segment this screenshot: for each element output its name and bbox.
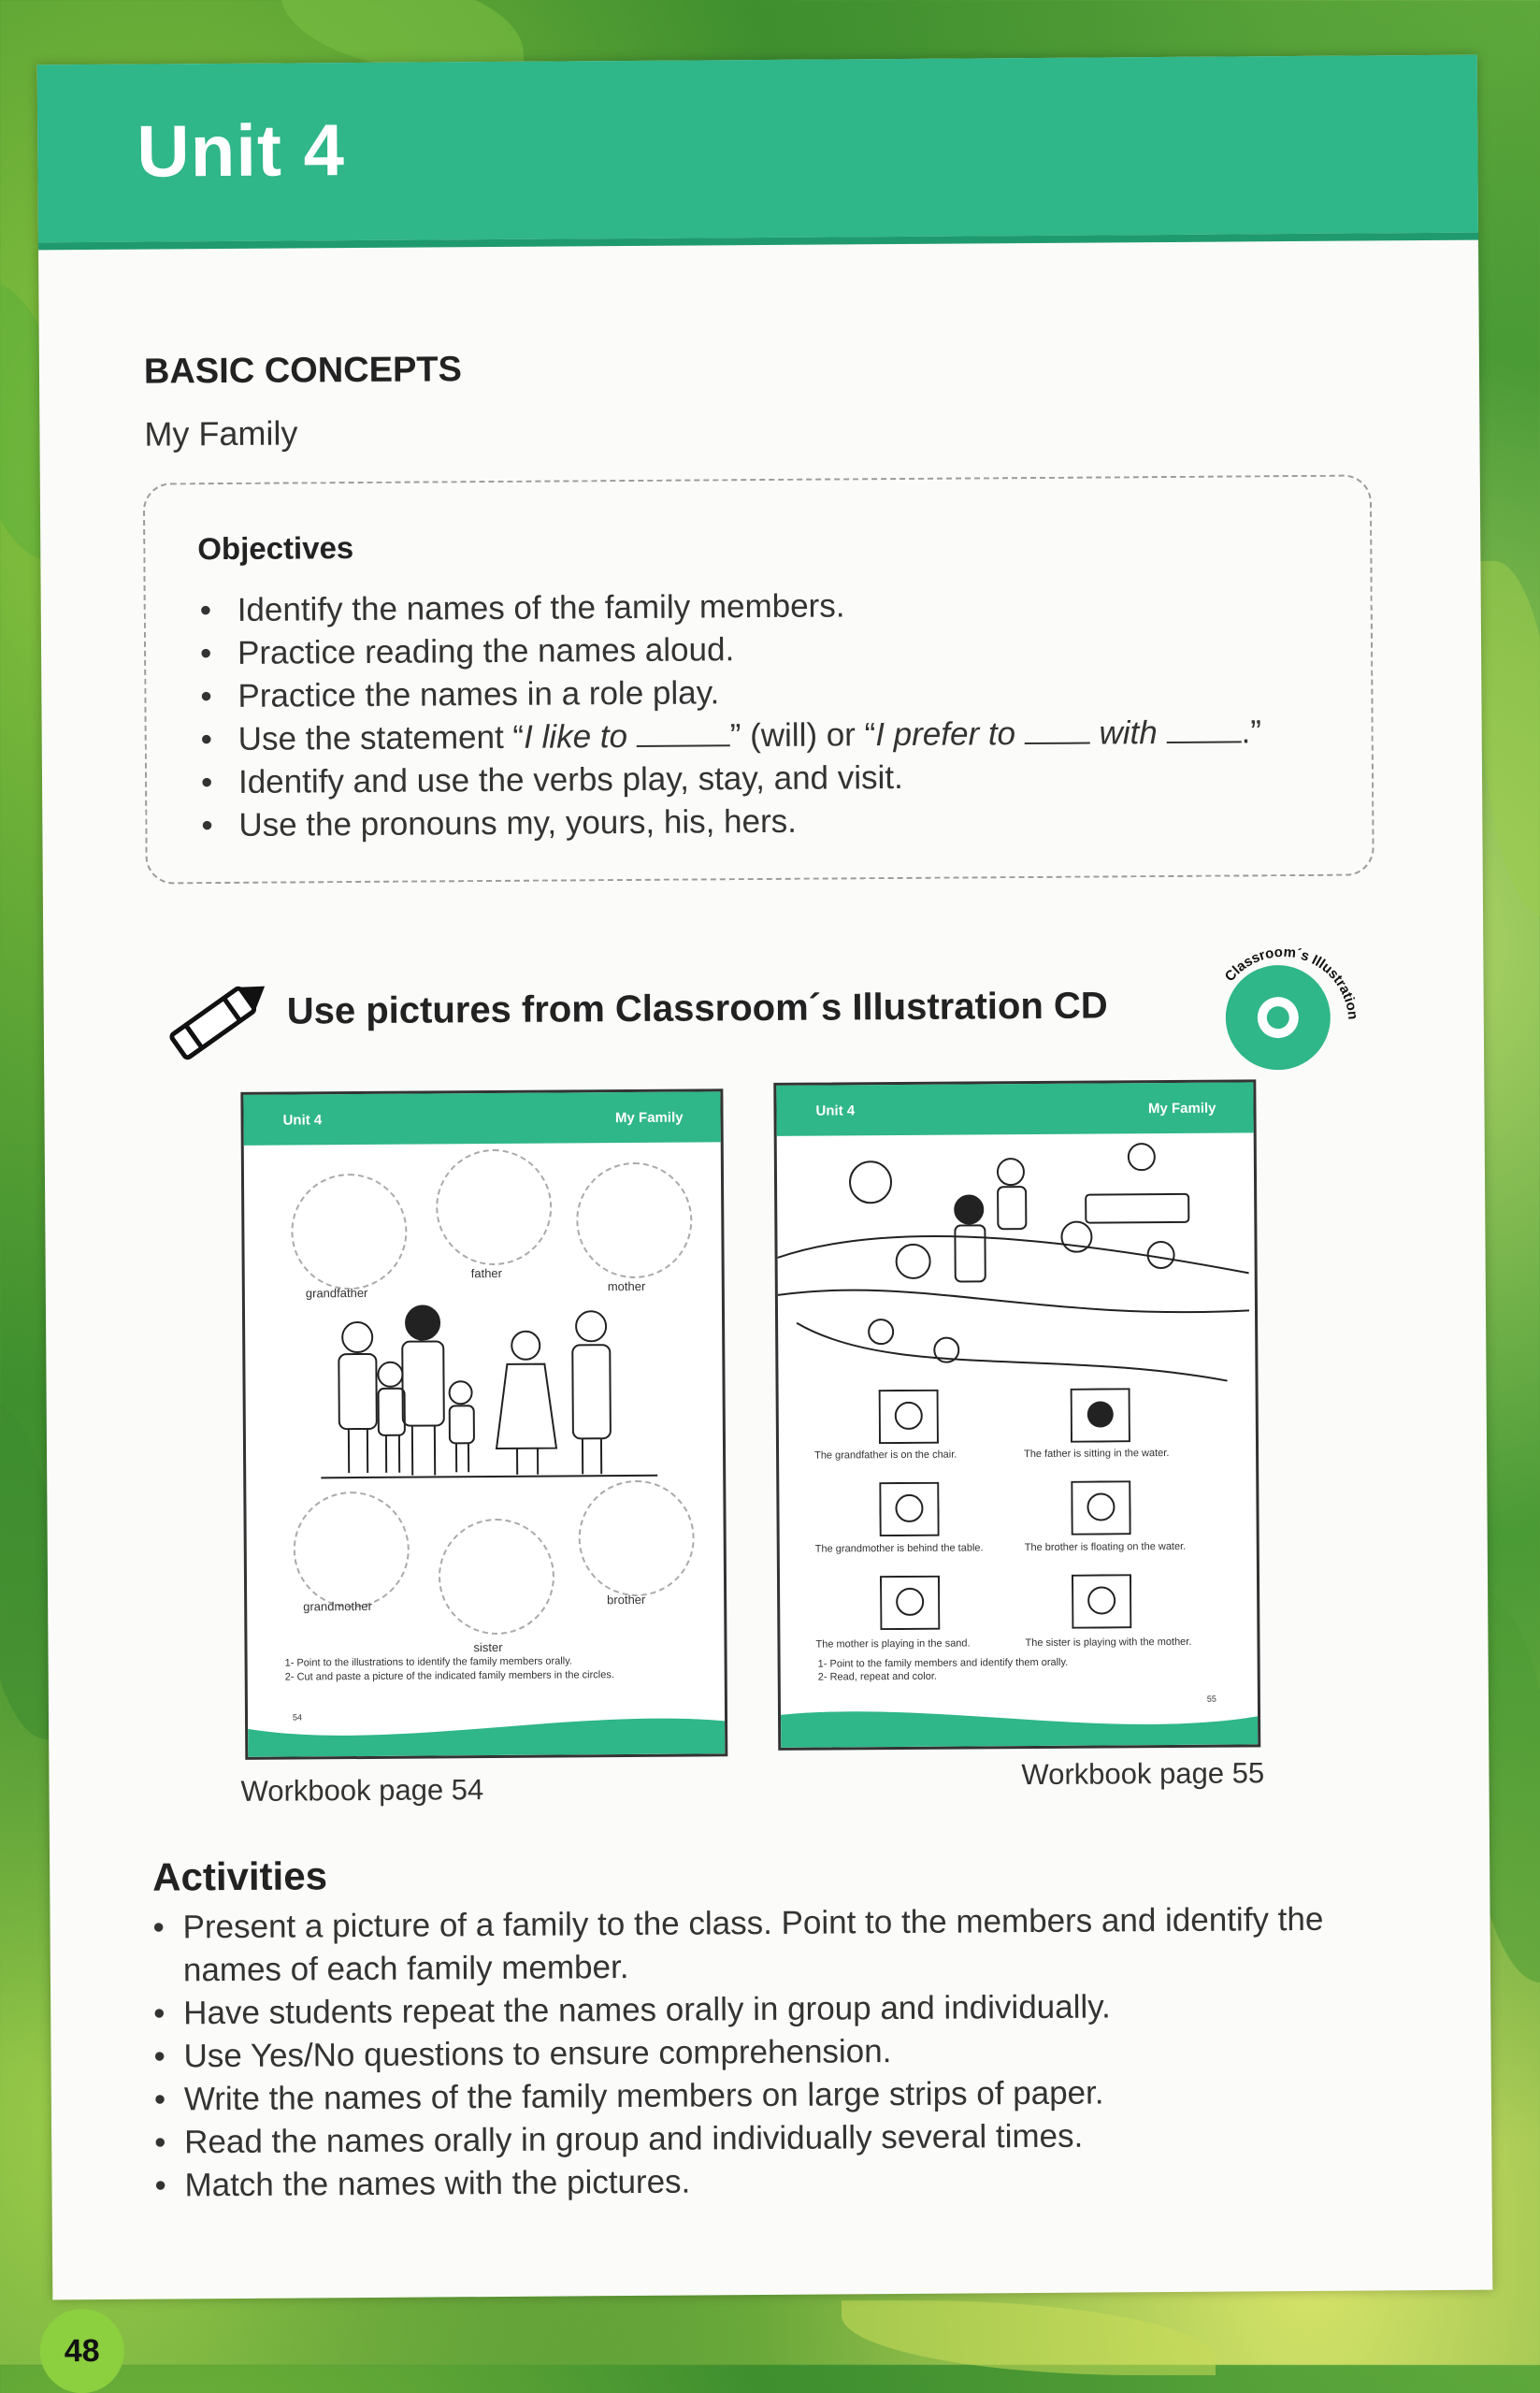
activity-item: • Read the names orally in group and individually several times.: [154, 2112, 1389, 2164]
statement-end: .”: [1241, 714, 1261, 750]
workbook-page: [37, 55, 1493, 2300]
activities-heading: Activities: [152, 1853, 327, 1899]
instruction: 1- Point to the illustrations to identify the family members orally.: [285, 1655, 572, 1668]
thumb-unit: Unit 4: [282, 1112, 322, 1128]
label-grandmother: grandmother: [303, 1599, 372, 1614]
sentence: The grandfather is on the chair.: [814, 1449, 957, 1462]
blank-line: [637, 720, 730, 747]
label-father: father: [471, 1266, 502, 1280]
photo-circle: [293, 1492, 410, 1608]
beach-illustration: [777, 1132, 1250, 1389]
label-brother: brother: [607, 1593, 645, 1607]
crayon-icon: [155, 969, 278, 1073]
activities-list: [152, 1897, 1389, 2207]
workbook-thumbnail-55: [773, 1079, 1260, 1751]
thumb-footer-wave: [781, 1697, 1258, 1748]
instruction: 1- Point to the family members and identify them orally.: [818, 1657, 1069, 1670]
activity-item: • Match the names with the pictures.: [154, 2155, 1389, 2207]
sentence: The brother is floating on the water.: [1025, 1541, 1187, 1553]
thumb-page-number: 55: [1202, 1689, 1222, 1709]
objectives-list: [200, 582, 1262, 847]
label-mother: mother: [608, 1279, 646, 1293]
blank-line: [1025, 718, 1090, 744]
thumb-unit: Unit 4: [815, 1103, 855, 1118]
photo-circle: [291, 1174, 408, 1290]
label-sister: sister: [473, 1640, 502, 1654]
photo-circle: [436, 1149, 553, 1266]
face-icon: [879, 1482, 939, 1536]
objective-item-statement: [201, 711, 1262, 761]
blank-line: [1166, 716, 1241, 743]
statement-middle: ” (will) or “: [730, 716, 876, 754]
photo-circle: [576, 1162, 693, 1279]
objective-item: • Practice the names in a role play.: [200, 668, 1261, 718]
unit-title: Unit 4: [137, 108, 345, 195]
thumb-topic: My Family: [1148, 1100, 1216, 1117]
activity-item: • Present a picture of a family to the class. Point to the members and identify the names of each family member.: [152, 1897, 1388, 1992]
objectives-box: [143, 474, 1374, 884]
thumb-page-number: 54: [287, 1707, 308, 1727]
objectives-heading: Objectives: [197, 530, 353, 567]
cd-banner: [155, 944, 1372, 1083]
face-icon: [1071, 1388, 1130, 1442]
background-leaf: [842, 2300, 1216, 2375]
sentence: The grandmother is behind the table.: [815, 1542, 984, 1554]
cd-banner-text: Use pictures from Classroom´s Illustration CD: [287, 985, 1108, 1032]
workbook-thumbnail-54: [240, 1088, 727, 1760]
face-icon: [880, 1576, 940, 1630]
cd-label: Classroom´s Illustration: [1221, 944, 1360, 1021]
caption-workbook-55: Workbook page 55: [1021, 1756, 1264, 1792]
thumb-topic: My Family: [615, 1109, 684, 1126]
thumb-header: [243, 1091, 720, 1146]
face-icon: [879, 1390, 939, 1444]
thumb-footer-wave: [248, 1707, 725, 1757]
basic-concepts-heading: BASIC CONCEPTS: [144, 350, 462, 392]
statement-like: I like to: [524, 718, 627, 756]
photo-circle: [578, 1480, 695, 1597]
objective-item: • Practice reading the names aloud.: [200, 625, 1261, 675]
objective-item: • Identify the names of the family members.: [200, 582, 1261, 632]
face-icon: [1071, 1480, 1130, 1535]
unit-header: [37, 55, 1478, 243]
instruction: 2- Read, repeat and color.: [818, 1671, 937, 1683]
activity-item: • Write the names of the family members on large strips of paper.: [154, 2069, 1389, 2121]
sentence: The mother is playing in the sand.: [815, 1637, 970, 1650]
caption-workbook-54: Workbook page 54: [240, 1773, 483, 1809]
sentence: The sister is playing with the mother.: [1025, 1636, 1191, 1649]
statement-with: with: [1099, 714, 1158, 751]
basic-concepts-topic: My Family: [144, 413, 297, 454]
family-illustration: [320, 1298, 667, 1488]
thumb-header: [776, 1082, 1253, 1136]
objective-item: • Use the pronouns my, yours, his, hers.: [201, 797, 1262, 847]
background-leaf: [1477, 561, 1540, 916]
cd-disc-icon: [1212, 944, 1362, 1076]
photo-circle: [439, 1519, 555, 1636]
label-grandfather: grandfather: [306, 1286, 368, 1300]
objective-item: • Identify and use the verbs play, stay, and visit.: [201, 754, 1262, 804]
instruction: 2- Cut and paste a picture of the indicated family members in the circles.: [285, 1669, 614, 1682]
page-number-badge: 48: [39, 2309, 124, 2393]
statement-prefix: Use the statement “: [238, 719, 525, 757]
activity-item: • Have students repeat the names orally in group and individually.: [153, 1983, 1388, 2035]
sentence: The father is sitting in the water.: [1024, 1448, 1169, 1460]
statement-prefer: I prefer to: [875, 715, 1015, 753]
activity-item: • Use Yes/No questions to ensure comprehension.: [153, 2026, 1388, 2078]
face-icon: [1072, 1574, 1131, 1628]
